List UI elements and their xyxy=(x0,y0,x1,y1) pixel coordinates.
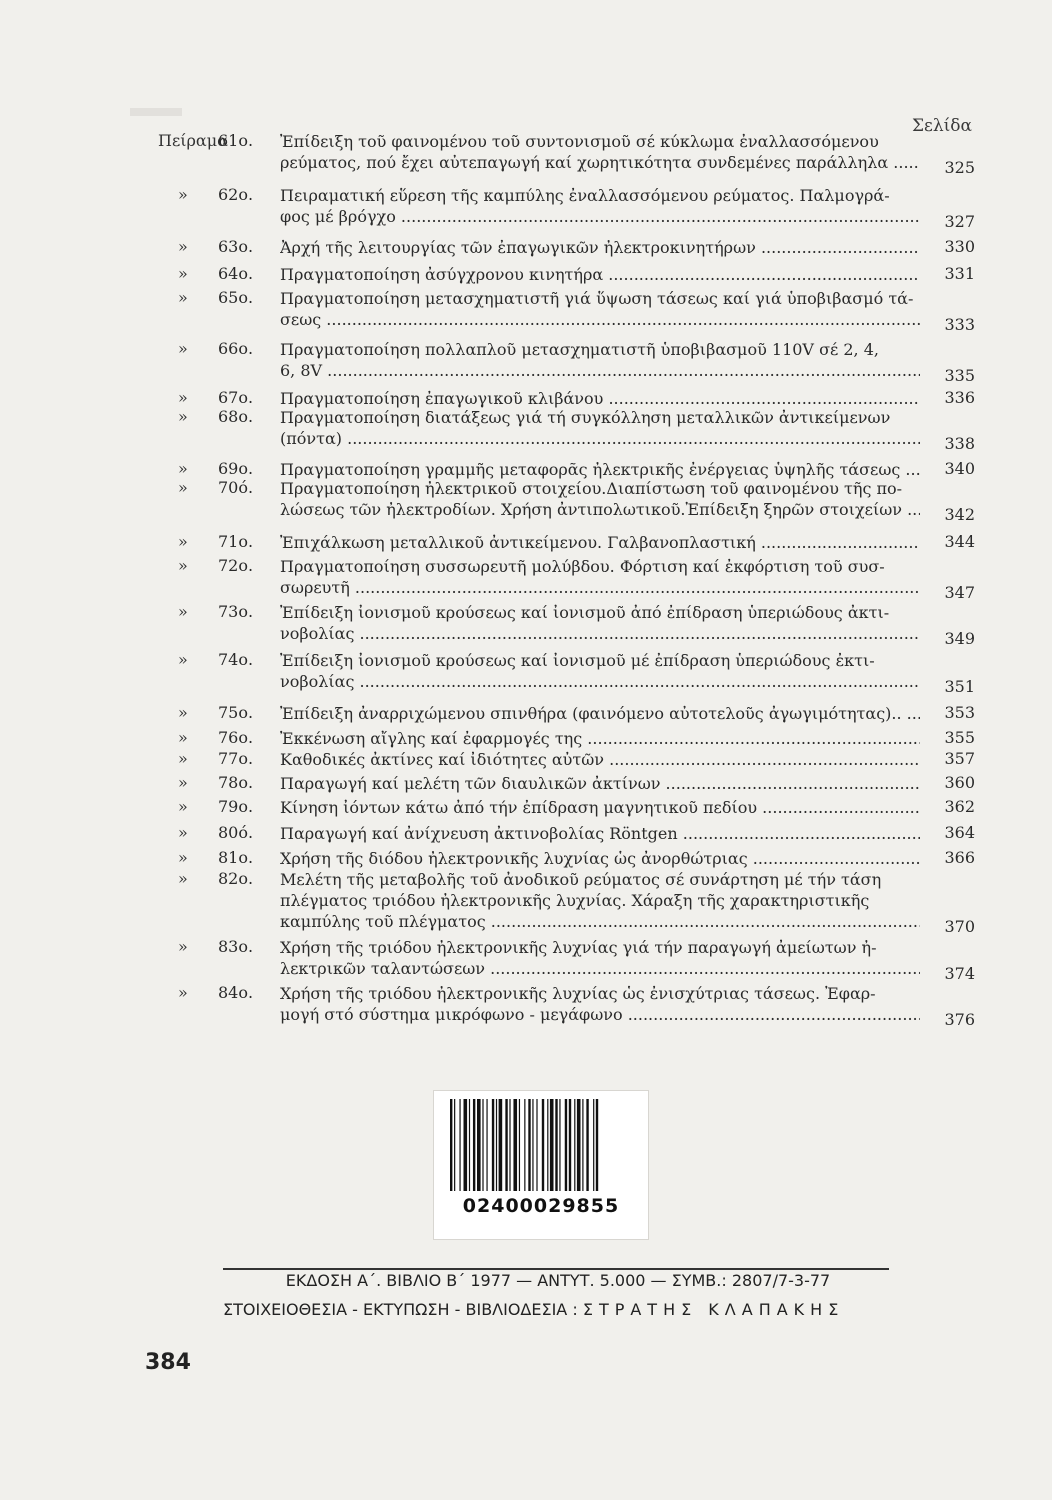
barcode-bar xyxy=(586,1099,588,1191)
barcode-bar xyxy=(486,1099,487,1191)
toc-entry-prefix: » xyxy=(178,288,188,307)
toc-entry-number: 72ο. xyxy=(218,556,254,575)
toc-entry-title xyxy=(280,478,920,520)
toc-entry-prefix: » xyxy=(178,407,188,426)
toc-entry-page: 327 xyxy=(944,212,975,231)
toc-entry-prefix: » xyxy=(178,983,188,1002)
barcode-bar xyxy=(496,1099,497,1191)
toc-entry-title xyxy=(280,407,920,449)
colophon-rule xyxy=(223,1268,889,1270)
toc-entry-title-line: σωρευτῆ ..... xyxy=(280,577,920,598)
toc-entry-title-line: Χρήση τῆς τριόδου ἠλεκτρονικῆς λυχνίας γιά τήν παραγωγή ἀμείωτων ἠ- xyxy=(280,938,877,957)
toc-entry-page: 340 xyxy=(944,459,975,478)
toc-entry-page: 360 xyxy=(944,773,975,792)
toc-entry-number: 71ο. xyxy=(218,532,254,551)
barcode-bar xyxy=(509,1099,510,1191)
barcode-bar xyxy=(519,1099,520,1191)
toc-entry-page: 331 xyxy=(944,264,975,283)
toc-entry-number: 61ο. xyxy=(218,131,254,150)
toc-entry-number: 65ο. xyxy=(218,288,254,307)
toc-entry-prefix: » xyxy=(178,773,188,792)
barcode-bar xyxy=(477,1099,481,1191)
toc-entry-page: 342 xyxy=(944,505,975,524)
toc-entry-number: 63ο. xyxy=(218,237,254,256)
colophon-printing-label: ΣΤΟΙΧΕΙΟΘΕΣΙΑ - ΕΚΤΥΠΩΣΗ - ΒΙΒΛΙΟΔΕΣΙΑ : xyxy=(223,1300,578,1319)
toc-entry-page: 355 xyxy=(944,728,975,747)
toc-entry-prefix: » xyxy=(178,185,188,204)
barcode-bar xyxy=(536,1099,537,1191)
toc-entry-page: 330 xyxy=(944,237,975,256)
toc-entry-title-line: Πειραματική εὕρεση τῆς καμπύλης ἐναλλασσόμενου ρεύματος. Παλμογρά- xyxy=(280,186,890,205)
barcode-bar xyxy=(550,1099,554,1191)
toc-entry-prefix: » xyxy=(178,650,188,669)
toc-entry-number: 64ο. xyxy=(218,264,254,283)
colophon-printer-name: ΣΤΡΑΤΗΣ ΚΛΑΠΑΚΗΣ xyxy=(582,1300,845,1319)
toc-entry-number: 78ο. xyxy=(218,773,254,792)
toc-entry-page: 347 xyxy=(944,583,975,602)
toc-entry-title-line: Ἐπιχάλκωση μεταλλικοῦ ἀντικείμενου. Γαλβανοπλαστική ..... xyxy=(280,532,920,553)
toc-entry-page: 349 xyxy=(944,629,975,648)
toc-entry-title-line: Χρήση τῆς διόδου ἠλεκτρονικῆς λυχνίας ὡς ἀνορθώτριας ..... xyxy=(280,848,920,869)
barcode-bar xyxy=(582,1099,583,1191)
toc-entry-number: 84ο. xyxy=(218,983,254,1002)
toc-entry-number: 62ο. xyxy=(218,185,254,204)
page-number: 384 xyxy=(145,1350,191,1375)
toc-entry-title-line: σεως ..... xyxy=(280,309,920,330)
colophon-printing xyxy=(223,1300,893,1319)
toc-entry-prefix: » xyxy=(178,848,188,867)
toc-entry-title-line: φος μέ βρόγχο ..... xyxy=(280,206,920,227)
toc-entry-page: 370 xyxy=(944,917,975,936)
toc-entry-prefix: » xyxy=(178,388,188,407)
toc-entry-title xyxy=(280,869,920,932)
toc-entry-prefix: » xyxy=(178,728,188,747)
toc-entry-title-line: Πραγματοποίηση ἠλεκτρικοῦ στοιχείου.Διαπίστωση τοῦ φαινομένου τῆς πο- xyxy=(280,479,903,498)
toc-entry-prefix: » xyxy=(178,749,188,768)
toc-entry-title xyxy=(280,459,920,480)
toc-entry-prefix: » xyxy=(178,264,188,283)
barcode-bar xyxy=(577,1099,581,1191)
barcode-bars xyxy=(448,1099,634,1193)
toc-entry-title xyxy=(280,848,920,869)
toc-entry-page: 364 xyxy=(944,823,975,842)
toc-entry-prefix: » xyxy=(178,869,188,888)
toc-entry-title xyxy=(280,703,920,724)
barcode-bar xyxy=(469,1099,470,1191)
toc-entry-title xyxy=(280,602,920,644)
barcode-bar xyxy=(528,1099,530,1191)
toc-entry-page: 325 xyxy=(944,158,975,177)
barcode-bar xyxy=(547,1099,548,1191)
toc-entry-title xyxy=(280,797,920,818)
toc-entry-prefix: » xyxy=(178,459,188,478)
toc-entry-prefix: » xyxy=(178,797,188,816)
toc-entry-title xyxy=(280,728,920,749)
toc-entry-title-line: Πραγματοποίηση γραμμῆς μεταφορᾶς ἠλεκτρικῆς ἐνέργειας ὑψηλῆς τάσεως ..... xyxy=(280,459,920,480)
barcode-bar xyxy=(524,1099,525,1191)
toc-entry-page: 344 xyxy=(944,532,975,551)
toc-entry-title-line: Πραγματοποίηση συσσωρευτῆ μολύβδου. Φόρτιση καί ἐκφόρτιση τοῦ συσ- xyxy=(280,557,885,576)
barcode-bar xyxy=(499,1099,503,1191)
toc-entry-title-line: Πραγματοποίηση ἀσύγχρονου κινητήρα ..... xyxy=(280,264,920,285)
toc-entry-prefix: Πείραμα xyxy=(158,131,228,150)
toc-entry-title-line: ρεύματος, πού ἔχει αὐτεπαγωγή καί χωρητικότητα συνδεμένες παράλληλα ..... xyxy=(280,152,920,173)
toc-entry-title xyxy=(280,288,920,330)
toc-entry-title xyxy=(280,937,920,979)
toc-entry-page: 338 xyxy=(944,434,975,453)
toc-entry-title-line: Πραγματοποίηση πολλαπλοῦ μετασχηματιστῆ ὑποβιβασμοῦ 110V σέ 2, 4, xyxy=(280,340,879,359)
toc-entry-title xyxy=(280,185,920,227)
barcode-bar xyxy=(464,1099,468,1191)
toc-entry-title xyxy=(280,556,920,598)
toc-entry-title xyxy=(280,773,920,794)
toc-entry-number: 79ο. xyxy=(218,797,254,816)
barcode-bar xyxy=(454,1099,455,1191)
toc-entry-title-line: Καθοδικές ἀκτίνες καί ἰδιότητες αὐτῶν ..... xyxy=(280,749,920,770)
toc-entry-number: 67ο. xyxy=(218,388,254,407)
toc-entry-prefix: » xyxy=(178,602,188,621)
toc-entry-title-line: νοβολίας ..... xyxy=(280,671,920,692)
toc-entry-title-line: (πόντα) ..... xyxy=(280,428,920,449)
toc-entry-title-line: λεκτρικῶν ταλαντώσεων ..... xyxy=(280,958,920,979)
toc-entry-title-line: 6, 8V ..... xyxy=(280,360,920,381)
toc-entry-title xyxy=(280,339,920,381)
toc-entry-title-line: Πραγματοποίηση ἐπαγωγικοῦ κλιβάνου ..... xyxy=(280,388,920,409)
barcode-bar xyxy=(569,1099,571,1191)
toc-entry-title-line: Πραγματοποίηση μετασχηματιστῆ γιά ὕψωση τάσεως καί γιά ὑποβιβασμό τά- xyxy=(280,289,914,308)
toc-entry-prefix: » xyxy=(178,937,188,956)
barcode-number: 02400029855 xyxy=(462,1195,620,1217)
toc-entry-prefix: » xyxy=(178,532,188,551)
toc-entry-title xyxy=(280,823,920,844)
toc-entry-title-line: Παραγωγή καί μελέτη τῶν διαυλικῶν ἀκτίνων ..... xyxy=(280,773,920,794)
toc-entry-title xyxy=(280,131,920,173)
colophon-edition: ΕΚΔΟΣΗ Α΄. ΒΙΒΛΙΟ Β΄ 1977 — ΑΝΤΥΤ. 5.000 — ΣΥΜΒ.: 2807/7-3-77 xyxy=(285,1271,831,1290)
toc-entry-title-line: νοβολίας ..... xyxy=(280,623,920,644)
toc-entry-title xyxy=(280,749,920,770)
toc-entry-title-line: Ἀρχή τῆς λειτουργίας τῶν ἐπαγωγικῶν ἠλεκτροκινητήρων ..... xyxy=(280,237,920,258)
toc-entry-title-line: Ἐκκένωση αἴγλης καί ἐφαρμογές της ..... xyxy=(280,728,920,749)
barcode-bar xyxy=(532,1099,533,1191)
toc-entry-page: 376 xyxy=(944,1010,975,1029)
show-through-texture xyxy=(130,100,190,126)
toc-entry-prefix: » xyxy=(178,339,188,358)
barcode-bar xyxy=(596,1099,598,1191)
toc-entry-title-line: Ἐπίδειξη ἰονισμοῦ κρούσεως καί ἰονισμοῦ μέ ἐπίδραση ὑπεριώδους ἐκτι- xyxy=(280,651,875,670)
barcode-bar xyxy=(593,1099,594,1191)
toc-entry-page: 351 xyxy=(944,677,975,696)
toc-entry-title-line: Ἐπίδειξη ἀναρριχώμενου σπινθήρα (φαινόμενο αὐτοτελοῦς ἀγωγιμότητας).. ..... xyxy=(280,703,920,724)
toc-entry-page: 374 xyxy=(944,964,975,983)
toc-entry-title xyxy=(280,983,920,1025)
toc-entry-number: 80ό. xyxy=(218,823,254,842)
toc-entry-title-line: Παραγωγή καί ἀνίχνευση ἀκτινοβολίας Röntgen ..... xyxy=(280,823,920,844)
toc-entry-number: 76ο. xyxy=(218,728,254,747)
toc-entry-title-line: λώσεως τῶν ἠλεκτροδίων. Χρήση ἀντιπολωτικοῦ.Ἐπίδειξη ξηρῶν στοιχείων ..... xyxy=(280,499,920,520)
toc-entry-number: 73ο. xyxy=(218,602,254,621)
barcode xyxy=(433,1090,649,1240)
toc-entry-page: 366 xyxy=(944,848,975,867)
toc-entry-number: 82ο. xyxy=(218,869,254,888)
toc-entry-title-line: καμπύλης τοῦ πλέγματος ..... xyxy=(280,911,920,932)
toc-entry-title xyxy=(280,237,920,258)
toc-entry-title-line: Κίνηση ἰόντων κάτω ἀπό τήν ἐπίδραση μαγνητικοῦ πεδίου ..... xyxy=(280,797,920,818)
toc-entry-number: 83ο. xyxy=(218,937,254,956)
toc-entry-number: 66ο. xyxy=(218,339,254,358)
toc-entry-title xyxy=(280,650,920,692)
toc-entry-number: 74ο. xyxy=(218,650,254,669)
barcode-bar xyxy=(542,1099,544,1191)
toc-entry-prefix: » xyxy=(178,703,188,722)
toc-entry-title xyxy=(280,264,920,285)
toc-entry-number: 70ό. xyxy=(218,478,254,497)
toc-entry-number: 69ο. xyxy=(218,459,254,478)
barcode-bar xyxy=(565,1099,567,1191)
toc-entry-number: 81ο. xyxy=(218,848,254,867)
barcode-bar xyxy=(513,1099,517,1191)
toc-entry-title-line: Χρήση τῆς τριόδου ἠλεκτρονικῆς λυχνίας ὡς ἐνισχύτριας τάσεως. Ἐφαρ- xyxy=(280,984,876,1003)
barcode-bar xyxy=(482,1099,483,1191)
barcode-bar xyxy=(450,1099,452,1191)
toc-entry-prefix: » xyxy=(178,478,188,497)
toc-entry-title-line: Πραγματοποίηση διατάξεως γιά τή συγκόλληση μεταλλικῶν ἀντικείμενων xyxy=(280,408,891,427)
barcode-bar xyxy=(473,1099,475,1191)
toc-entry-page: 362 xyxy=(944,797,975,816)
toc-entry-title-line: Ἐπίδειξη τοῦ φαινομένου τοῦ συντονισμοῦ σέ κύκλωμα ἐναλλασσόμενου xyxy=(280,132,879,151)
toc-entry-page: 357 xyxy=(944,749,975,768)
toc-entry-prefix: » xyxy=(178,556,188,575)
barcode-bar xyxy=(459,1099,460,1191)
toc-entry-title-line: Ἐπίδειξη ἰονισμοῦ κρούσεως καί ἰονισμοῦ ἀπό ἐπίδραση ὑπεριώδους ἀκτι- xyxy=(280,603,890,622)
toc-entry-page: 333 xyxy=(944,315,975,334)
barcode-bar xyxy=(559,1099,560,1191)
barcode-bar xyxy=(574,1099,575,1191)
toc-entry-prefix: » xyxy=(178,823,188,842)
toc-entry-title-line: μογή στό σύστημα μικρόφωνο - μεγάφωνο ..... xyxy=(280,1004,920,1025)
page-column-label: Σελίδα xyxy=(912,116,972,136)
toc-entry-number: 77ο. xyxy=(218,749,254,768)
barcode-bar xyxy=(492,1099,494,1191)
toc-entry-title xyxy=(280,532,920,553)
toc-entry-title-line: Μελέτη τῆς μεταβολῆς τοῦ ἀνοδικοῦ ρεύματος σέ συνάρτηση μέ τήν τάση xyxy=(280,870,882,889)
toc-entry-prefix: » xyxy=(178,237,188,256)
toc-entry-title-line: πλέγματος τριόδου ἠλεκτρονικῆς λυχνίας. Χάραξη τῆς χαρακτηριστικῆς xyxy=(280,891,870,910)
toc-entry-title xyxy=(280,388,920,409)
barcode-bar xyxy=(505,1099,507,1191)
toc-entry-page: 336 xyxy=(944,388,975,407)
toc-entry-number: 75ο. xyxy=(218,703,254,722)
barcode-bar xyxy=(555,1099,557,1191)
toc-entry-page: 353 xyxy=(944,703,975,722)
toc-entry-number: 68ο. xyxy=(218,407,254,426)
toc-entry-page: 335 xyxy=(944,366,975,385)
